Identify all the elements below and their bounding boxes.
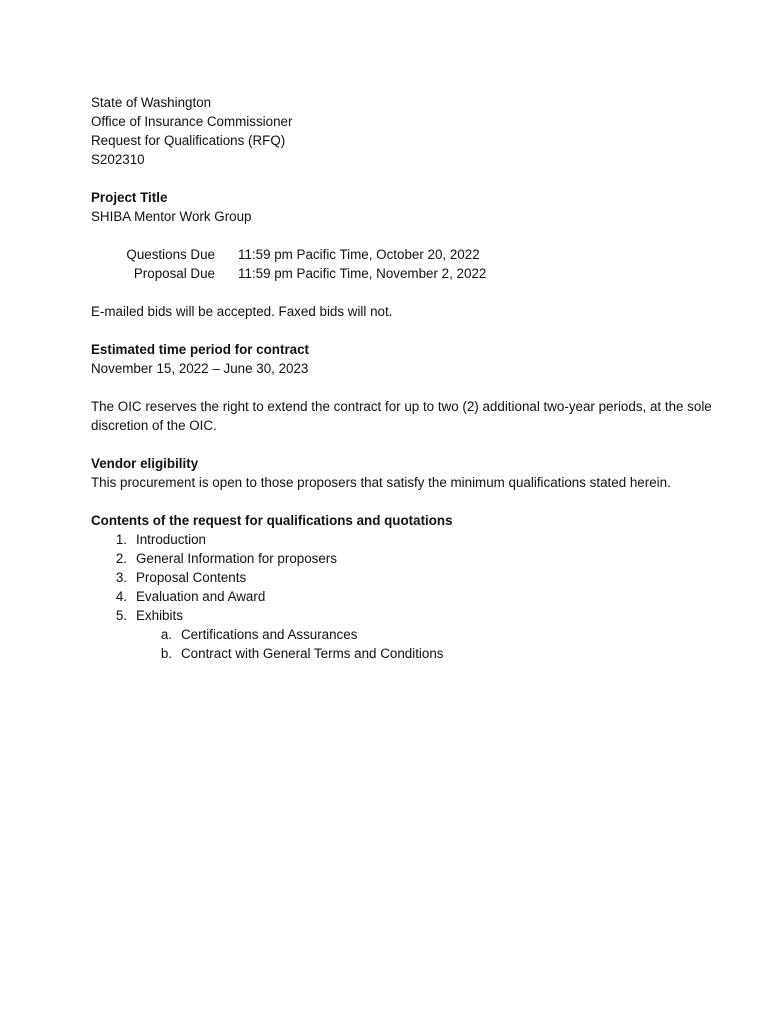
sub-list-item-letter: b. <box>160 646 172 661</box>
list-item-number: 2. <box>115 551 127 566</box>
list-item-label: Exhibits <box>136 608 183 623</box>
request-number: S202310 <box>91 152 145 167</box>
bids-note: E-mailed bids will be accepted. Faxed bids will not. <box>91 304 393 319</box>
sub-list-item-label: Certifications and Assurances <box>181 627 358 642</box>
list-item-number: 1. <box>115 532 127 547</box>
list-item-number: 4. <box>115 589 127 604</box>
list-item <box>91 549 741 568</box>
eligibility-heading: Vendor eligibility <box>91 456 199 471</box>
sub-list-item <box>91 644 741 663</box>
list-item-number: 3. <box>115 570 127 585</box>
list-item-label: General Information for proposers <box>136 551 337 566</box>
state-name: State of Washington <box>91 95 212 110</box>
extension-note: The OIC reserves the right to extend the contract for up to two (2) additional two-year periods, at the sole discretion of the OIC. <box>91 399 712 433</box>
proposal-due-label: Proposal Due <box>133 266 215 281</box>
proposal-due-value: 11:59 pm Pacific Time, November 2, 2022 <box>238 266 487 281</box>
contract-period-value: November 15, 2022 – June 30, 2023 <box>91 361 309 376</box>
list-item <box>91 568 741 587</box>
project-title: SHIBA Mentor Work Group <box>91 209 252 224</box>
office-name: Office of Insurance Commissioner <box>91 114 293 129</box>
list-item <box>91 606 741 625</box>
sub-list-item-letter: a. <box>160 627 172 642</box>
questions-due-value: 11:59 pm Pacific Time, October 20, 2022 <box>238 247 480 262</box>
contents-heading: Contents of the request for qualifications and quotations <box>91 513 453 528</box>
sub-list-item-label: Contract with General Terms and Conditions <box>181 646 444 661</box>
document-page <box>91 93 741 663</box>
project-title-heading: Project Title <box>91 190 168 205</box>
eligibility-text: This procurement is open to those proposers that satisfy the minimum qualifications stated herein. <box>91 475 671 490</box>
contract-period-heading: Estimated time period for contract <box>91 342 310 357</box>
contents-list <box>91 530 741 663</box>
list-item-number: 5. <box>115 608 127 623</box>
questions-due-label: Questions Due <box>126 247 215 262</box>
list-item <box>91 587 741 606</box>
list-item-label: Introduction <box>136 532 206 547</box>
list-item <box>91 530 741 549</box>
list-item-label: Proposal Contents <box>136 570 247 585</box>
list-item-label: Evaluation and Award <box>136 589 266 604</box>
due-dates-table <box>91 245 741 283</box>
request-type: Request for Qualifications (RFQ) <box>91 133 286 148</box>
sub-list-item <box>91 625 741 644</box>
